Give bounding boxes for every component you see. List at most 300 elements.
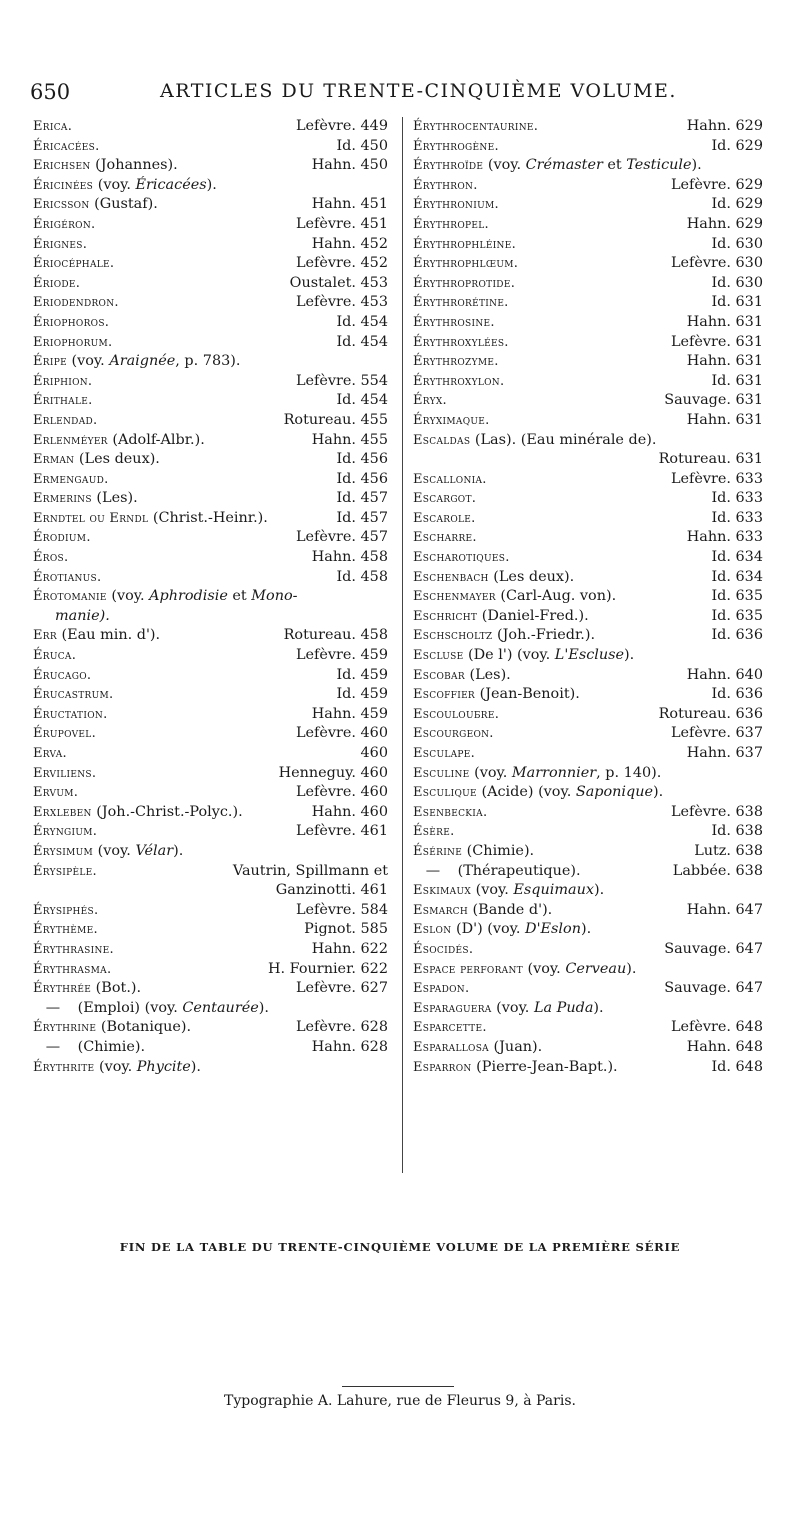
index-entry bbox=[33, 1058, 388, 1078]
entry-title bbox=[33, 901, 98, 921]
entry-author-page: Rotureau. 458 bbox=[283, 627, 388, 644]
entry-headword: Érythron. bbox=[413, 177, 478, 193]
entry-headword: Érythrine bbox=[33, 1020, 97, 1036]
entry-text: (voy. bbox=[66, 353, 110, 370]
ditto-dash: — bbox=[45, 999, 61, 1016]
entry-headword: Esparron bbox=[413, 1059, 472, 1075]
entry-author-page: Hahn. 450 bbox=[311, 157, 388, 174]
index-entry bbox=[33, 293, 388, 313]
entry-text: (Joh.-Christ.-Polyc.). bbox=[91, 803, 243, 820]
cross-reference: Vélar bbox=[135, 842, 174, 859]
entry-headword: Érythrosine. bbox=[413, 314, 495, 330]
entry-text: (voy. bbox=[93, 176, 136, 193]
entry-title bbox=[33, 470, 109, 490]
entry-author-page: Lefèvre. 452 bbox=[295, 255, 388, 272]
index-entry bbox=[33, 333, 388, 353]
entry-title bbox=[413, 764, 661, 784]
entry-title bbox=[413, 489, 476, 509]
index-entry bbox=[413, 137, 763, 157]
entry-title bbox=[33, 372, 92, 392]
entry-headword: Ériocéphale. bbox=[33, 256, 115, 272]
entry-author-page: Id. 629 bbox=[711, 196, 763, 213]
entry-author-page: Lefèvre. 638 bbox=[670, 803, 763, 820]
index-entry bbox=[413, 803, 763, 823]
entry-text: ). bbox=[190, 1058, 201, 1075]
entry-headword: Esenbeckia. bbox=[413, 804, 488, 820]
entry-title bbox=[33, 235, 87, 255]
entry-headword: Erlenméyer bbox=[33, 432, 108, 448]
cross-reference: Cerveau bbox=[565, 960, 627, 977]
ditto-dash: — bbox=[425, 862, 441, 879]
index-entry bbox=[413, 568, 763, 588]
entry-title bbox=[413, 411, 490, 431]
entry-title bbox=[413, 431, 656, 451]
entry-title bbox=[33, 744, 67, 764]
entry-headword: Érotianus. bbox=[33, 569, 102, 585]
index-entry bbox=[33, 1018, 388, 1038]
entry-headword: Érythème. bbox=[33, 922, 98, 938]
index-entry bbox=[413, 509, 763, 529]
entry-author-page: Lefèvre. 453 bbox=[295, 294, 388, 311]
entry-text: ). bbox=[653, 784, 664, 801]
entry-author-page: 460 bbox=[360, 745, 388, 761]
index-entry bbox=[33, 352, 388, 372]
entry-headword: Espace perforant bbox=[413, 961, 523, 977]
index-entry bbox=[413, 470, 763, 490]
index-entry bbox=[413, 215, 763, 235]
entry-headword: Érythrophlœum. bbox=[413, 256, 519, 272]
entry-text: et bbox=[602, 157, 627, 174]
entry-text: (Bande d'). bbox=[467, 901, 553, 918]
index-entry bbox=[413, 724, 763, 744]
entry-title bbox=[33, 626, 160, 646]
entry-headword: Érythroxylon. bbox=[413, 373, 505, 389]
entry-author-page: Id. 456 bbox=[336, 470, 388, 487]
entry-title bbox=[33, 391, 93, 411]
entry-title bbox=[413, 999, 604, 1019]
entry-title bbox=[33, 607, 110, 627]
entry-title bbox=[33, 1038, 145, 1058]
entry-author-page: Hahn. 637 bbox=[686, 745, 763, 761]
entry-headword: Eschenmayer bbox=[413, 589, 496, 605]
index-entry bbox=[33, 685, 388, 705]
index-entry bbox=[413, 313, 763, 333]
index-entry bbox=[413, 254, 763, 274]
entry-author-page: Oustalet. 453 bbox=[289, 274, 388, 291]
index-entry bbox=[33, 744, 388, 764]
entry-author-page: Pignot. 585 bbox=[304, 921, 388, 938]
index-entry bbox=[33, 176, 388, 196]
entry-author-page: Id. 456 bbox=[336, 451, 388, 468]
entry-headword: Érythroprotide. bbox=[413, 275, 516, 291]
entry-author-page: Hahn. 647 bbox=[686, 901, 763, 918]
column-divider bbox=[402, 117, 403, 1173]
entry-headword: Érignes. bbox=[33, 236, 88, 252]
entry-author-page: Id. 459 bbox=[336, 686, 388, 703]
entry-text: (Thérapeutique). bbox=[453, 862, 581, 879]
entry-headword: Espadon. bbox=[413, 981, 470, 997]
entry-text: (D') (voy. bbox=[451, 921, 526, 938]
cross-reference: Phycite bbox=[136, 1058, 191, 1075]
cross-reference: Aphrodisie bbox=[149, 588, 228, 605]
index-entry bbox=[33, 1038, 388, 1058]
index-entry bbox=[33, 803, 388, 823]
index-entry bbox=[413, 235, 763, 255]
entry-text: (voy. bbox=[483, 157, 526, 174]
entry-author-page: Id. 633 bbox=[711, 490, 763, 507]
entry-headword: Esparallosa bbox=[413, 1039, 489, 1055]
entry-headword: Erndtel ou Erndl bbox=[33, 510, 149, 526]
entry-headword: Eskimaux bbox=[413, 883, 472, 899]
entry-author-page: Hahn. 629 bbox=[686, 118, 763, 134]
index-entry bbox=[413, 842, 763, 862]
entry-headword: Eslon bbox=[413, 922, 452, 938]
entry-title bbox=[33, 509, 268, 529]
cross-reference: Crémaster bbox=[525, 157, 603, 174]
entry-headword: Eschscholtz bbox=[413, 628, 493, 644]
entry-text: , p. 783). bbox=[175, 353, 241, 370]
entry-title bbox=[33, 979, 141, 999]
index-entry bbox=[413, 431, 763, 470]
entry-author-page: Id. 635 bbox=[711, 607, 763, 624]
entry-headword: Escourgeon. bbox=[413, 726, 494, 742]
entry-headword: Éros. bbox=[33, 550, 69, 566]
index-entry bbox=[33, 215, 388, 235]
entry-author-page: Lefèvre. 628 bbox=[295, 1019, 388, 1036]
entry-author-page: Id. 638 bbox=[711, 823, 763, 840]
index-entry bbox=[413, 901, 763, 921]
index-entry bbox=[33, 431, 388, 451]
entry-author-page: Hahn. 460 bbox=[311, 803, 388, 820]
entry-headword: Érythrocentaurine. bbox=[413, 119, 539, 134]
entry-author-page: Hahn. 622 bbox=[311, 940, 388, 957]
entry-author-page: Rotureau. 455 bbox=[283, 411, 388, 428]
end-of-table-note: FIN DE LA TABLE DU TRENTE-CINQUIÈME VOLUME DE LA PREMIÈRE SÉRIE bbox=[119, 1240, 681, 1254]
entry-text: (Carl-Aug. von). bbox=[495, 588, 617, 605]
entry-text: (Les deux). bbox=[74, 451, 160, 468]
entry-headword: Ésère. bbox=[413, 824, 455, 840]
entry-text: (Acide) (voy. bbox=[476, 784, 576, 801]
entry-title bbox=[413, 117, 538, 137]
entry-author: Vautrin, Spillmann et bbox=[232, 862, 388, 879]
entry-text: et bbox=[227, 588, 252, 605]
entry-headword: Esparcette. bbox=[413, 1020, 487, 1036]
index-entry bbox=[33, 822, 388, 842]
page-number: 650 bbox=[30, 80, 71, 104]
index-entry bbox=[33, 979, 388, 999]
entry-title bbox=[33, 960, 111, 980]
entry-title bbox=[33, 666, 91, 686]
index-entry bbox=[413, 744, 763, 764]
entry-author-page: Lefèvre. 584 bbox=[295, 901, 388, 918]
entry-headword: Erva. bbox=[33, 746, 67, 761]
entry-title bbox=[413, 509, 476, 529]
index-entry bbox=[33, 528, 388, 548]
index-entry bbox=[413, 940, 763, 960]
entry-headword: Erman bbox=[33, 452, 75, 468]
entry-title bbox=[413, 1038, 542, 1058]
entry-headword: Erviliens. bbox=[33, 765, 97, 781]
ditto-dash: — bbox=[45, 1038, 61, 1055]
entry-author-page: Lefèvre. 627 bbox=[295, 980, 388, 997]
entry-headword: Erichsen bbox=[33, 158, 91, 174]
entry-author-page: Hahn. 648 bbox=[686, 1038, 763, 1055]
cross-reference: Éricacées bbox=[135, 176, 207, 193]
entry-title bbox=[413, 1058, 618, 1078]
index-entry bbox=[413, 960, 763, 980]
entry-author-page: Id. 635 bbox=[711, 588, 763, 605]
entry-author-page: Ganzinotti. 461 bbox=[275, 882, 388, 899]
entry-title bbox=[413, 862, 581, 882]
entry-headword: Escaldas bbox=[413, 432, 471, 448]
index-entry bbox=[413, 626, 763, 646]
entry-title bbox=[413, 254, 518, 274]
index-entry bbox=[33, 254, 388, 274]
cross-reference: Testicule bbox=[626, 157, 692, 174]
entry-text: (voy. bbox=[491, 999, 534, 1016]
entry-author-page: Hahn. 631 bbox=[686, 411, 763, 428]
index-entry bbox=[413, 979, 763, 999]
entry-headword: Érythrogène. bbox=[413, 138, 499, 154]
index-entry bbox=[33, 195, 388, 215]
index-entry bbox=[413, 764, 763, 784]
entry-author-page: Hahn. 455 bbox=[311, 431, 388, 448]
entry-headword: Erlendad. bbox=[33, 412, 98, 428]
entry-title bbox=[33, 411, 97, 431]
entry-title bbox=[413, 528, 477, 548]
entry-headword: Ermengaud. bbox=[33, 471, 109, 487]
index-entry bbox=[33, 509, 388, 529]
entry-author-page: Hahn. 631 bbox=[686, 313, 763, 330]
entry-text: ). bbox=[206, 176, 217, 193]
entry-headword: Érucastrum. bbox=[33, 687, 114, 703]
entry-author-page: Lefèvre. 449 bbox=[295, 118, 388, 134]
entry-title bbox=[413, 920, 591, 940]
index-entry bbox=[413, 822, 763, 842]
index-entry bbox=[413, 411, 763, 431]
cross-reference: Araignée bbox=[109, 353, 176, 370]
index-entry bbox=[33, 568, 388, 588]
entry-headword: Esparaguera bbox=[413, 1000, 492, 1016]
entry-title bbox=[33, 568, 101, 588]
index-entry bbox=[413, 333, 763, 353]
entry-headword: Ermerins bbox=[33, 491, 92, 507]
cross-reference: Mono- bbox=[251, 588, 298, 605]
entry-title bbox=[413, 803, 487, 823]
entry-title bbox=[413, 724, 494, 744]
entry-headword: Erica. bbox=[33, 119, 73, 134]
entry-text: (Emploi) (voy. bbox=[73, 999, 183, 1016]
entry-headword: Escargot. bbox=[413, 491, 477, 507]
entry-headword: Érotomanie bbox=[33, 589, 107, 605]
index-entry bbox=[413, 156, 763, 176]
entry-author-page: Rotureau. 636 bbox=[658, 705, 763, 722]
entry-title bbox=[413, 470, 487, 490]
entry-author-page: Id. 636 bbox=[711, 627, 763, 644]
entry-headword: Éruca. bbox=[33, 648, 77, 664]
entry-headword: Eriophorum. bbox=[33, 334, 113, 350]
entry-title bbox=[33, 1018, 191, 1038]
entry-headword: Érythrasine. bbox=[33, 941, 114, 957]
index-entry bbox=[33, 411, 388, 431]
entry-author-page: Hahn. 459 bbox=[311, 705, 388, 722]
entry-title bbox=[33, 548, 68, 568]
entry-headword: Escoffier bbox=[413, 687, 476, 703]
entry-title bbox=[33, 333, 113, 353]
index-entry bbox=[33, 764, 388, 784]
cross-reference: Marronnier bbox=[511, 764, 597, 781]
entry-title bbox=[413, 666, 511, 686]
entry-author-page: Id. 648 bbox=[711, 1058, 763, 1075]
entry-headword: Escharre. bbox=[413, 530, 477, 546]
entry-author-page: Id. 630 bbox=[711, 274, 763, 291]
entry-title bbox=[33, 862, 97, 882]
index-entry bbox=[33, 705, 388, 725]
entry-text: (Jean-Benoit). bbox=[475, 686, 580, 703]
entry-author-page: Id. 634 bbox=[711, 568, 763, 585]
entry-title bbox=[413, 313, 495, 333]
entry-title bbox=[413, 352, 499, 372]
entry-author-page: Id. 457 bbox=[336, 490, 388, 507]
index-entry bbox=[413, 666, 763, 686]
index-entry bbox=[33, 666, 388, 686]
entry-headword: Erxleben bbox=[33, 804, 92, 820]
entry-headword: Ericsson bbox=[33, 197, 90, 213]
entry-text: (voy. bbox=[106, 588, 150, 605]
entry-author-page: Hahn. 452 bbox=[311, 235, 388, 252]
entry-text: (Les). bbox=[464, 666, 511, 683]
index-entry bbox=[413, 862, 763, 882]
entry-title bbox=[413, 705, 499, 725]
index-entry bbox=[33, 960, 388, 980]
entry-headword: Érysimum bbox=[33, 843, 94, 859]
entry-headword: Ésérine bbox=[413, 843, 463, 859]
index-entry bbox=[413, 274, 763, 294]
entry-author-page: Hahn. 629 bbox=[686, 215, 763, 232]
index-entry bbox=[413, 293, 763, 313]
index-entry bbox=[413, 881, 763, 901]
entry-title bbox=[413, 979, 469, 999]
entry-headword: Escobar bbox=[413, 667, 465, 683]
entry-headword: Érythronium. bbox=[413, 197, 499, 213]
entry-headword: Érigéron. bbox=[33, 216, 96, 232]
entry-headword: Escarole. bbox=[413, 510, 476, 526]
entry-text: ). bbox=[624, 647, 635, 664]
entry-title bbox=[413, 960, 636, 980]
entry-author-page: Lefèvre. 460 bbox=[295, 784, 388, 801]
entry-author-page: Id. 631 bbox=[711, 294, 763, 311]
entry-title bbox=[33, 176, 217, 196]
index-entry bbox=[33, 313, 388, 333]
entry-text: (Christ.-Heinr.). bbox=[148, 509, 268, 526]
index-entry bbox=[413, 1038, 763, 1058]
entry-title bbox=[33, 724, 96, 744]
entry-headword: Éryngium. bbox=[33, 824, 98, 840]
entry-headword: Érysipèle. bbox=[33, 863, 97, 879]
index-entry bbox=[33, 489, 388, 509]
index-entry bbox=[33, 372, 388, 392]
entry-title bbox=[33, 254, 114, 274]
entry-text: (voy. bbox=[469, 764, 512, 781]
entry-headword: Érythrophléine. bbox=[413, 236, 517, 252]
entry-headword: Érythroïde bbox=[413, 158, 484, 174]
index-entry bbox=[413, 999, 763, 1019]
entry-title bbox=[413, 587, 616, 607]
entry-author-page: Lefèvre. 631 bbox=[670, 333, 763, 350]
entry-text: (Pierre-Jean-Bapt.). bbox=[471, 1058, 618, 1075]
index-entry bbox=[413, 646, 763, 666]
entry-headword: Érythrasma. bbox=[33, 961, 112, 977]
entry-title bbox=[413, 842, 534, 862]
entry-text: (Botanique). bbox=[96, 1019, 192, 1036]
entry-title bbox=[413, 646, 634, 666]
entry-title bbox=[413, 156, 702, 176]
entry-text: (voy. bbox=[93, 842, 136, 859]
entry-headword: Escharotiques. bbox=[413, 550, 510, 566]
divider-rule bbox=[342, 1386, 454, 1387]
entry-author-page: Lefèvre. 629 bbox=[670, 176, 763, 193]
entry-author-page: Lefèvre. 633 bbox=[670, 470, 763, 487]
entry-headword: Érucago. bbox=[33, 667, 92, 683]
index-entry bbox=[33, 607, 388, 627]
entry-headword: Err bbox=[33, 628, 57, 644]
entry-author-page: Id. 450 bbox=[336, 137, 388, 154]
index-entry bbox=[413, 352, 763, 372]
index-entry bbox=[33, 450, 388, 470]
entry-title bbox=[33, 822, 97, 842]
entry-title bbox=[33, 215, 95, 235]
entry-title bbox=[413, 293, 509, 313]
index-entry bbox=[33, 940, 388, 960]
index-entry bbox=[33, 470, 388, 490]
entry-title bbox=[413, 235, 516, 255]
entry-text: (Juan). bbox=[488, 1038, 543, 1055]
entry-author-page: Lefèvre. 554 bbox=[295, 372, 388, 389]
entry-title bbox=[33, 705, 108, 725]
entry-author-page: Hahn. 451 bbox=[311, 196, 388, 213]
entry-title bbox=[33, 274, 80, 294]
index-entry bbox=[33, 548, 388, 568]
entry-title bbox=[413, 274, 515, 294]
entry-text: ). bbox=[691, 157, 702, 174]
entry-title bbox=[33, 999, 269, 1019]
entry-author-page: Id. 454 bbox=[336, 313, 388, 330]
entry-headword: Érythroxylées. bbox=[413, 334, 509, 350]
entry-title bbox=[413, 901, 552, 921]
entry-title bbox=[33, 803, 243, 823]
entry-author-page: Lefèvre. 460 bbox=[295, 725, 388, 742]
entry-author-page: Sauvage. 647 bbox=[664, 980, 763, 997]
entry-author-page: Id. 629 bbox=[711, 137, 763, 154]
entry-headword: Éructation. bbox=[33, 706, 108, 722]
entry-title bbox=[33, 783, 78, 803]
entry-title bbox=[413, 940, 473, 960]
entry-author-page: Id. 634 bbox=[711, 549, 763, 566]
index-entry bbox=[413, 1058, 763, 1078]
cross-reference: Esquimaux bbox=[513, 882, 594, 899]
right-column bbox=[413, 117, 763, 1077]
entry-author-page: Id. 631 bbox=[711, 372, 763, 389]
entry-author-page: Lutz. 638 bbox=[694, 842, 763, 859]
entry-title bbox=[413, 195, 499, 215]
entry-author-page: Id. 454 bbox=[336, 333, 388, 350]
entry-author-page: Henneguy. 460 bbox=[278, 764, 388, 781]
entry-title bbox=[413, 548, 510, 568]
entry-text: (Adolf-Albr.). bbox=[107, 431, 205, 448]
entry-title bbox=[413, 626, 595, 646]
entry-headword: Éripe bbox=[33, 354, 67, 370]
index-entry bbox=[33, 862, 388, 901]
